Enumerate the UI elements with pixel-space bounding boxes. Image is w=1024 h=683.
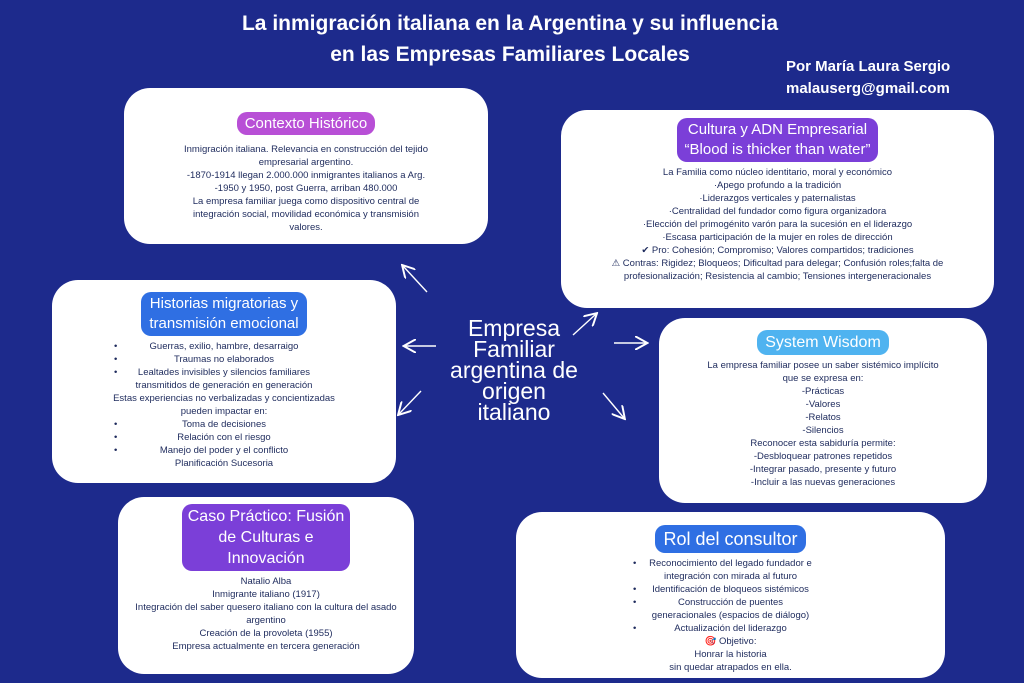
system-line: Reconocer esta sabiduría permite:: [750, 438, 896, 449]
title-line-1: La inmigración italiana en la Argentina y su influencia: [241, 12, 778, 35]
caso-line: Creación de la provoleta (1955): [199, 628, 333, 639]
cultura-line: ·Elección del primogénito varón para la sucesión en el liderazgo: [642, 219, 913, 230]
system-line: -Desbloquear patrones repetidos: [753, 451, 893, 462]
pill-contexto-historico: [237, 112, 376, 135]
system-line: -Incluir a las nuevas generaciones: [750, 477, 896, 488]
system-line: -Integrar pasado, presente y futuro: [749, 464, 897, 475]
rol-bullet: Identificación de bloqueos sistémicos: [652, 584, 809, 595]
caso-line: Inmigrante italiano (1917): [212, 589, 320, 600]
caso-label-2: de Culturas e: [218, 529, 314, 546]
rol-label: Rol del consultor: [663, 529, 798, 549]
cultura-line: ·Escasa participación de la mujer en roles de dirección: [662, 232, 893, 243]
rol-end: sin quedar atrapados en ella.: [669, 662, 792, 673]
cultura-line: La Familia como núcleo identitario, moral y económico: [662, 167, 893, 178]
author-email: malauserg@gmail.com: [786, 80, 950, 97]
list-item: • Lealtades invisibles y silencios familiares: [114, 367, 311, 378]
arrow-to-rol: [603, 393, 624, 418]
title-line-2: en las Empresas Familiares Locales: [330, 43, 690, 66]
system-line: -Silencios: [802, 425, 844, 436]
contexto-line: -1870-1914 llegan 2.000.000 inmigrantes italianos a Arg.: [186, 170, 426, 181]
contexto-line: valores.: [289, 222, 323, 233]
pill-rol-consultor: [655, 525, 805, 553]
rol-body: [516, 557, 945, 674]
historias-text: transmitidos de generación en generación: [135, 380, 313, 391]
list-item: • Toma de decisiones: [114, 419, 266, 430]
arrow-to-caso: [399, 391, 421, 414]
historias-body: [52, 340, 396, 470]
caso-line: argentino: [246, 615, 286, 626]
historias-label-1: Historias migratorias y: [149, 295, 299, 312]
center-line: origen: [482, 378, 546, 404]
historias-bullet: Manejo del poder y el conflicto: [159, 445, 289, 456]
rol-bullet: Actualización del liderazgo: [674, 623, 787, 634]
historias-bullet: Lealtades invisibles y silencios familiares: [137, 367, 311, 378]
system-line: -Valores: [805, 399, 841, 410]
arrow-to-contexto: [403, 266, 427, 292]
historias-bullet: Guerras, exilio, hambre, desarraigo: [149, 341, 299, 352]
cultura-line-contras: ⚠ Contras: Rigidez; Bloqueos; Dificultad para delegar; Confusión roles;falta de: [611, 258, 944, 269]
list-item: • Identificación de bloqueos sistémicos: [633, 584, 809, 595]
contexto-body: [124, 143, 488, 234]
card-historias-migratorias: [52, 280, 396, 483]
card-caso-practico: [118, 497, 414, 674]
cultura-label-2: “Blood is thicker than water”: [684, 141, 871, 158]
contexto-line: Inmigración italiana. Relevancia en construcción del tejido: [184, 144, 428, 155]
rol-bullet: Construcción de puentes: [677, 597, 784, 608]
center-line: italiano: [477, 399, 551, 425]
contexto-line: La empresa familiar juega como dispositivo central de: [192, 196, 420, 207]
card-cultura-adn: [561, 110, 994, 308]
card-system-wisdom: [659, 318, 987, 503]
system-line: -Prácticas: [801, 386, 845, 397]
author-name: Por María Laura Sergio: [786, 58, 951, 75]
pill-cultura-adn: [677, 118, 879, 162]
system-line: La empresa familiar posee un saber sistémico implícito: [707, 360, 939, 371]
list-item: • Guerras, exilio, hambre, desarraigo: [114, 341, 299, 352]
card-contexto-historico: [124, 88, 488, 244]
rol-bullet-cont: integración con mirada al futuro: [663, 571, 798, 582]
center-line: Familiar: [473, 336, 555, 362]
list-item: • Manejo del poder y el conflicto: [114, 445, 289, 456]
center-line: argentina de: [450, 357, 578, 383]
cultura-body: [561, 166, 994, 283]
list-item: • Relación con el riesgo: [114, 432, 271, 443]
historias-text: Planificación Sucesoria: [174, 458, 274, 469]
caso-line: Integración del saber quesero italiano con la cultura del asado: [135, 602, 397, 613]
historias-label-2: transmisión emocional: [149, 315, 299, 332]
caso-body: [118, 575, 414, 653]
center-topic: [428, 315, 600, 425]
caso-label-3: Innovación: [227, 550, 305, 567]
cultura-line: ·Apego profundo a la tradición: [713, 180, 842, 191]
cultura-label-1: Cultura y ADN Empresarial: [687, 121, 868, 138]
rol-objetivo: 🎯 Objetivo:: [704, 636, 757, 647]
caso-line: Empresa actualmente en tercera generación: [172, 641, 360, 652]
historias-text: Estas experiencias no verbalizadas y concientizadas: [113, 393, 335, 404]
cultura-line-pro: ✔ Pro: Cohesión; Compromiso; Valores compartidos; tradiciones: [641, 245, 914, 256]
historias-text: pueden impactar en:: [180, 406, 268, 417]
rol-bullet-cont: generacionales (espacios de diálogo): [651, 610, 810, 621]
rol-bullet: Reconocimiento del legado fundador e: [649, 558, 812, 569]
system-body: [659, 359, 987, 489]
cultura-line-contras-cont: profesionalización; Resistencia al cambio; Tensiones intergeneracionales: [623, 271, 932, 282]
contexto-line: empresarial argentino.: [258, 157, 354, 168]
caso-line: Natalio Alba: [240, 576, 292, 587]
list-item: • Reconocimiento del legado fundador e: [633, 558, 812, 569]
system-line: -Relatos: [805, 412, 841, 423]
historias-bullet: Traumas no elaborados: [174, 354, 274, 365]
caso-label-1: Caso Práctico: Fusión: [187, 508, 345, 525]
center-line: Empresa: [467, 315, 561, 341]
contexto-label: Contexto Histórico: [244, 115, 368, 132]
system-label: System Wisdom: [765, 334, 881, 351]
list-item: • Construcción de puentes: [633, 597, 784, 608]
cultura-line: ·Liderazgos verticales y paternalistas: [699, 193, 856, 204]
contexto-line: -1950 y 1950, post Guerra, arriban 480.000: [214, 183, 398, 194]
pill-system-wisdom: [757, 330, 889, 355]
card-rol-consultor: [516, 512, 945, 678]
cultura-line: ·Centralidad del fundador como figura organizadora: [668, 206, 887, 217]
historias-bullet: Relación con el riesgo: [177, 432, 271, 443]
rol-end: Honrar la historia: [694, 649, 767, 660]
pill-historias: [141, 292, 306, 336]
list-item: • Traumas no elaborados: [114, 354, 274, 365]
system-line: que se expresa en:: [782, 373, 864, 384]
historias-bullet: Toma de decisiones: [182, 419, 266, 430]
pill-caso-practico: [182, 504, 351, 571]
contexto-line: integración social, movilidad económica y transmisión: [193, 209, 419, 220]
list-item: • Actualización del liderazgo: [633, 623, 787, 634]
